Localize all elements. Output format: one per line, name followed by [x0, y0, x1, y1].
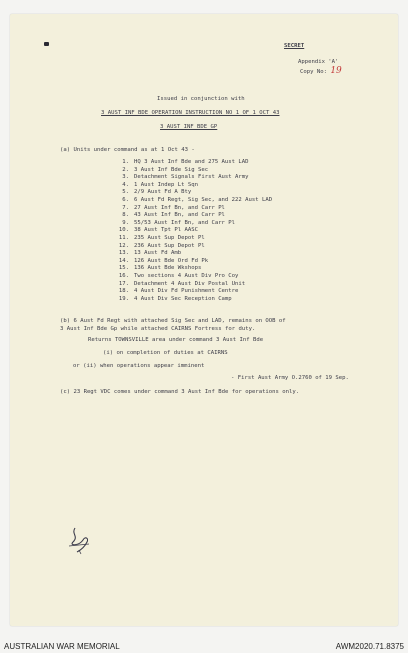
section-c-line: (c) 23 Regt VDC comes under command 3 Aust Inf Bde for operations only. [60, 389, 300, 395]
list-item: 13. 13 Aust Fd Amb [118, 250, 182, 257]
list-item: 2. 3 Aust Inf Bde Sig Sec [122, 166, 209, 173]
punch-hole-mark [44, 42, 49, 46]
list-item: 16. Two sections 4 Aust Div Pro Coy [118, 272, 239, 279]
institution-label: AUSTRALIAN WAR MEMORIAL [4, 642, 120, 651]
units-list [114, 159, 374, 303]
list-item: 17. Detachment 4 Aust Div Postal Unit [118, 280, 246, 287]
list-item: 7. 27 Aust Inf Bn, and Carr Pl [122, 204, 225, 211]
list-item: 8. 43 Aust Inf Bn, and Carr Pl [122, 212, 225, 219]
section-b-reference: - First Aust Army O.2760 of 19 Sep. [231, 375, 349, 381]
list-item: 4. 1 Aust Indep Lt Sqn [122, 181, 198, 188]
section-b-line: 3 Aust Inf Bde Gp while attached CAIRNS Fortress for duty. [60, 326, 256, 332]
list-item: 9. 55/53 Aust Inf Bn, and Carr Pl [122, 219, 236, 226]
list-item: 5. 2/9 Aust Fd A Bty [122, 189, 192, 196]
list-item: 14. 126 Aust Bde Ord Fd Pk [118, 257, 209, 264]
list-item: 18. 4 Aust Div Fd Punishment Centre [118, 288, 239, 295]
copy-number: 19 [330, 66, 342, 76]
classification-label: SECRET [284, 43, 305, 49]
list-item: 1. HQ 3 Aust Inf Bde and 275 Aust LAD [122, 159, 249, 165]
list-item: 6. 6 Aust Fd Regt, Sig Sec, and 222 Aust LAD [122, 196, 273, 203]
list-item: 10. 38 Aust Tpt Pl AASC [118, 227, 198, 234]
list-item: 11. 235 Aust Sup Depot Pl [118, 234, 205, 241]
copy-number-line [300, 68, 342, 76]
document-page [10, 14, 398, 626]
archive-footer [0, 640, 408, 653]
list-item: 12. 236 Aust Sup Depot Pl [118, 242, 205, 249]
group-heading: 3 AUST INF BDE GP [160, 124, 218, 130]
list-item: 15. 136 Aust Bde Wkshops [118, 265, 202, 272]
signature-initials [65, 524, 95, 559]
section-b-line: (b) 6 Aust Fd Regt with attached Sig Sec and LAD, remains on OOB of [60, 318, 286, 324]
accession-number: AWM2020.71.8375 [335, 642, 404, 651]
section-b-line: or (ii) when operations appear imminent [73, 363, 205, 369]
instruction-title: 3 AUST INF BDE OPERATION INSTRUCTION NO 1 OF 1 OCT 43 [101, 110, 280, 116]
copy-label: Copy No: [300, 69, 327, 75]
list-item: 19. 4 Aust Div Sec Reception Camp [118, 295, 232, 302]
list-item: 3. Detachment Signals First Aust Army [122, 174, 249, 181]
section-a-label: (a) Units under command as at 1 Oct 43 - [60, 147, 195, 153]
section-b-line: (i) on completion of duties at CAIRNS [103, 350, 228, 356]
intro-line: Issued in conjunction with [157, 96, 245, 102]
section-b-line: Returns TOWNSVILLE area under command 3 Aust Inf Bde [88, 337, 264, 343]
appendix-label: Appendix 'A' [298, 59, 339, 65]
